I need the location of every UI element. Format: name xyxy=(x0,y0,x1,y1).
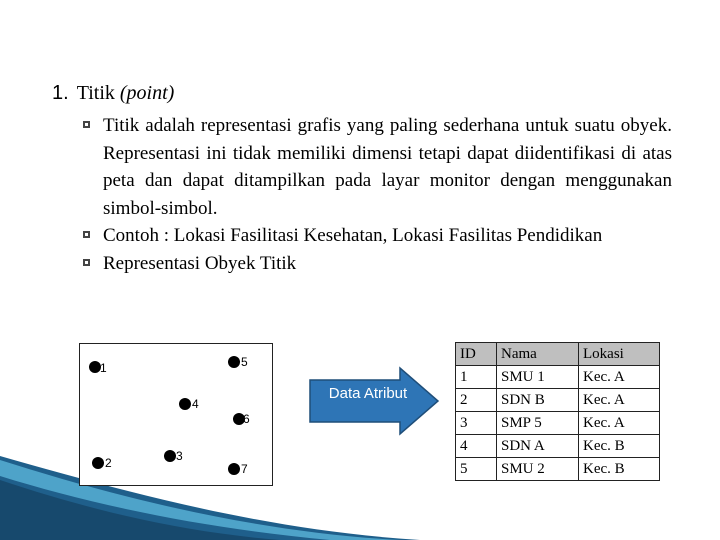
section-heading xyxy=(52,80,174,106)
map-point-label: 7 xyxy=(241,462,248,476)
cell-nama: SMU 2 xyxy=(497,458,579,481)
bullet-text: Titik adalah representasi grafis yang paling sederhana untuk suatu obyek. Representasi ini tidak memiliki dimensi tetapi dapat diidentifikasi di atas peta dan dapat ditampilkan pada layar monitor dengan menggunakan simbol-simbol. xyxy=(103,115,672,219)
cell-lokasi: Kec. B xyxy=(579,435,660,458)
cell-nama: SDN A xyxy=(497,435,579,458)
column-header-nama: Nama xyxy=(497,343,579,366)
bullet-text: Representasi Obyek Titik xyxy=(103,252,297,274)
bullet-item xyxy=(82,112,672,222)
map-point xyxy=(228,356,240,368)
column-header-lokasi: Lokasi xyxy=(579,343,660,366)
cell-lokasi: Kec. A xyxy=(579,389,660,412)
cell-id: 4 xyxy=(456,435,497,458)
bullet-item xyxy=(82,250,672,278)
map-point-label: 1 xyxy=(100,361,107,375)
table-row xyxy=(456,458,660,481)
map-point xyxy=(179,398,191,410)
column-header-id: ID xyxy=(456,343,497,366)
bullet-list xyxy=(82,112,672,277)
cell-id: 2 xyxy=(456,389,497,412)
cell-id: 3 xyxy=(456,412,497,435)
arrow-label: Data Atribut xyxy=(328,385,408,402)
heading-number: 1. xyxy=(52,82,69,104)
cell-id: 5 xyxy=(456,458,497,481)
bullet-icon xyxy=(82,120,91,129)
table-row xyxy=(456,389,660,412)
cell-lokasi: Kec. B xyxy=(579,458,660,481)
bullet-item xyxy=(82,222,672,250)
map-point xyxy=(228,463,240,475)
cell-lokasi: Kec. A xyxy=(579,366,660,389)
heading-title-emphasis: (point) xyxy=(119,82,175,104)
bullet-icon xyxy=(82,258,91,267)
table-row xyxy=(456,412,660,435)
bullet-text: Contoh : Lokasi Fasilitasi Kesehatan, Lokasi Fasilitas Pendidikan xyxy=(103,225,603,246)
bullet-icon xyxy=(82,230,91,239)
map-point-label: 5 xyxy=(241,355,248,369)
map-point-label: 2 xyxy=(105,456,112,470)
cell-lokasi: Kec. A xyxy=(579,412,660,435)
map-point xyxy=(92,457,104,469)
table-header-row xyxy=(456,343,660,366)
table-row xyxy=(456,435,660,458)
attribute-table xyxy=(455,342,660,481)
cell-id: 1 xyxy=(456,366,497,389)
map-point-label: 6 xyxy=(243,412,250,426)
data-atribut-arrow xyxy=(308,366,440,436)
table-row xyxy=(456,366,660,389)
heading-title: Titik xyxy=(76,82,115,104)
map-point-label: 3 xyxy=(176,449,183,463)
point-map xyxy=(79,343,273,486)
map-point-label: 4 xyxy=(192,397,199,411)
cell-nama: SMU 1 xyxy=(497,366,579,389)
map-point xyxy=(164,450,176,462)
cell-nama: SDN B xyxy=(497,389,579,412)
cell-nama: SMP 5 xyxy=(497,412,579,435)
